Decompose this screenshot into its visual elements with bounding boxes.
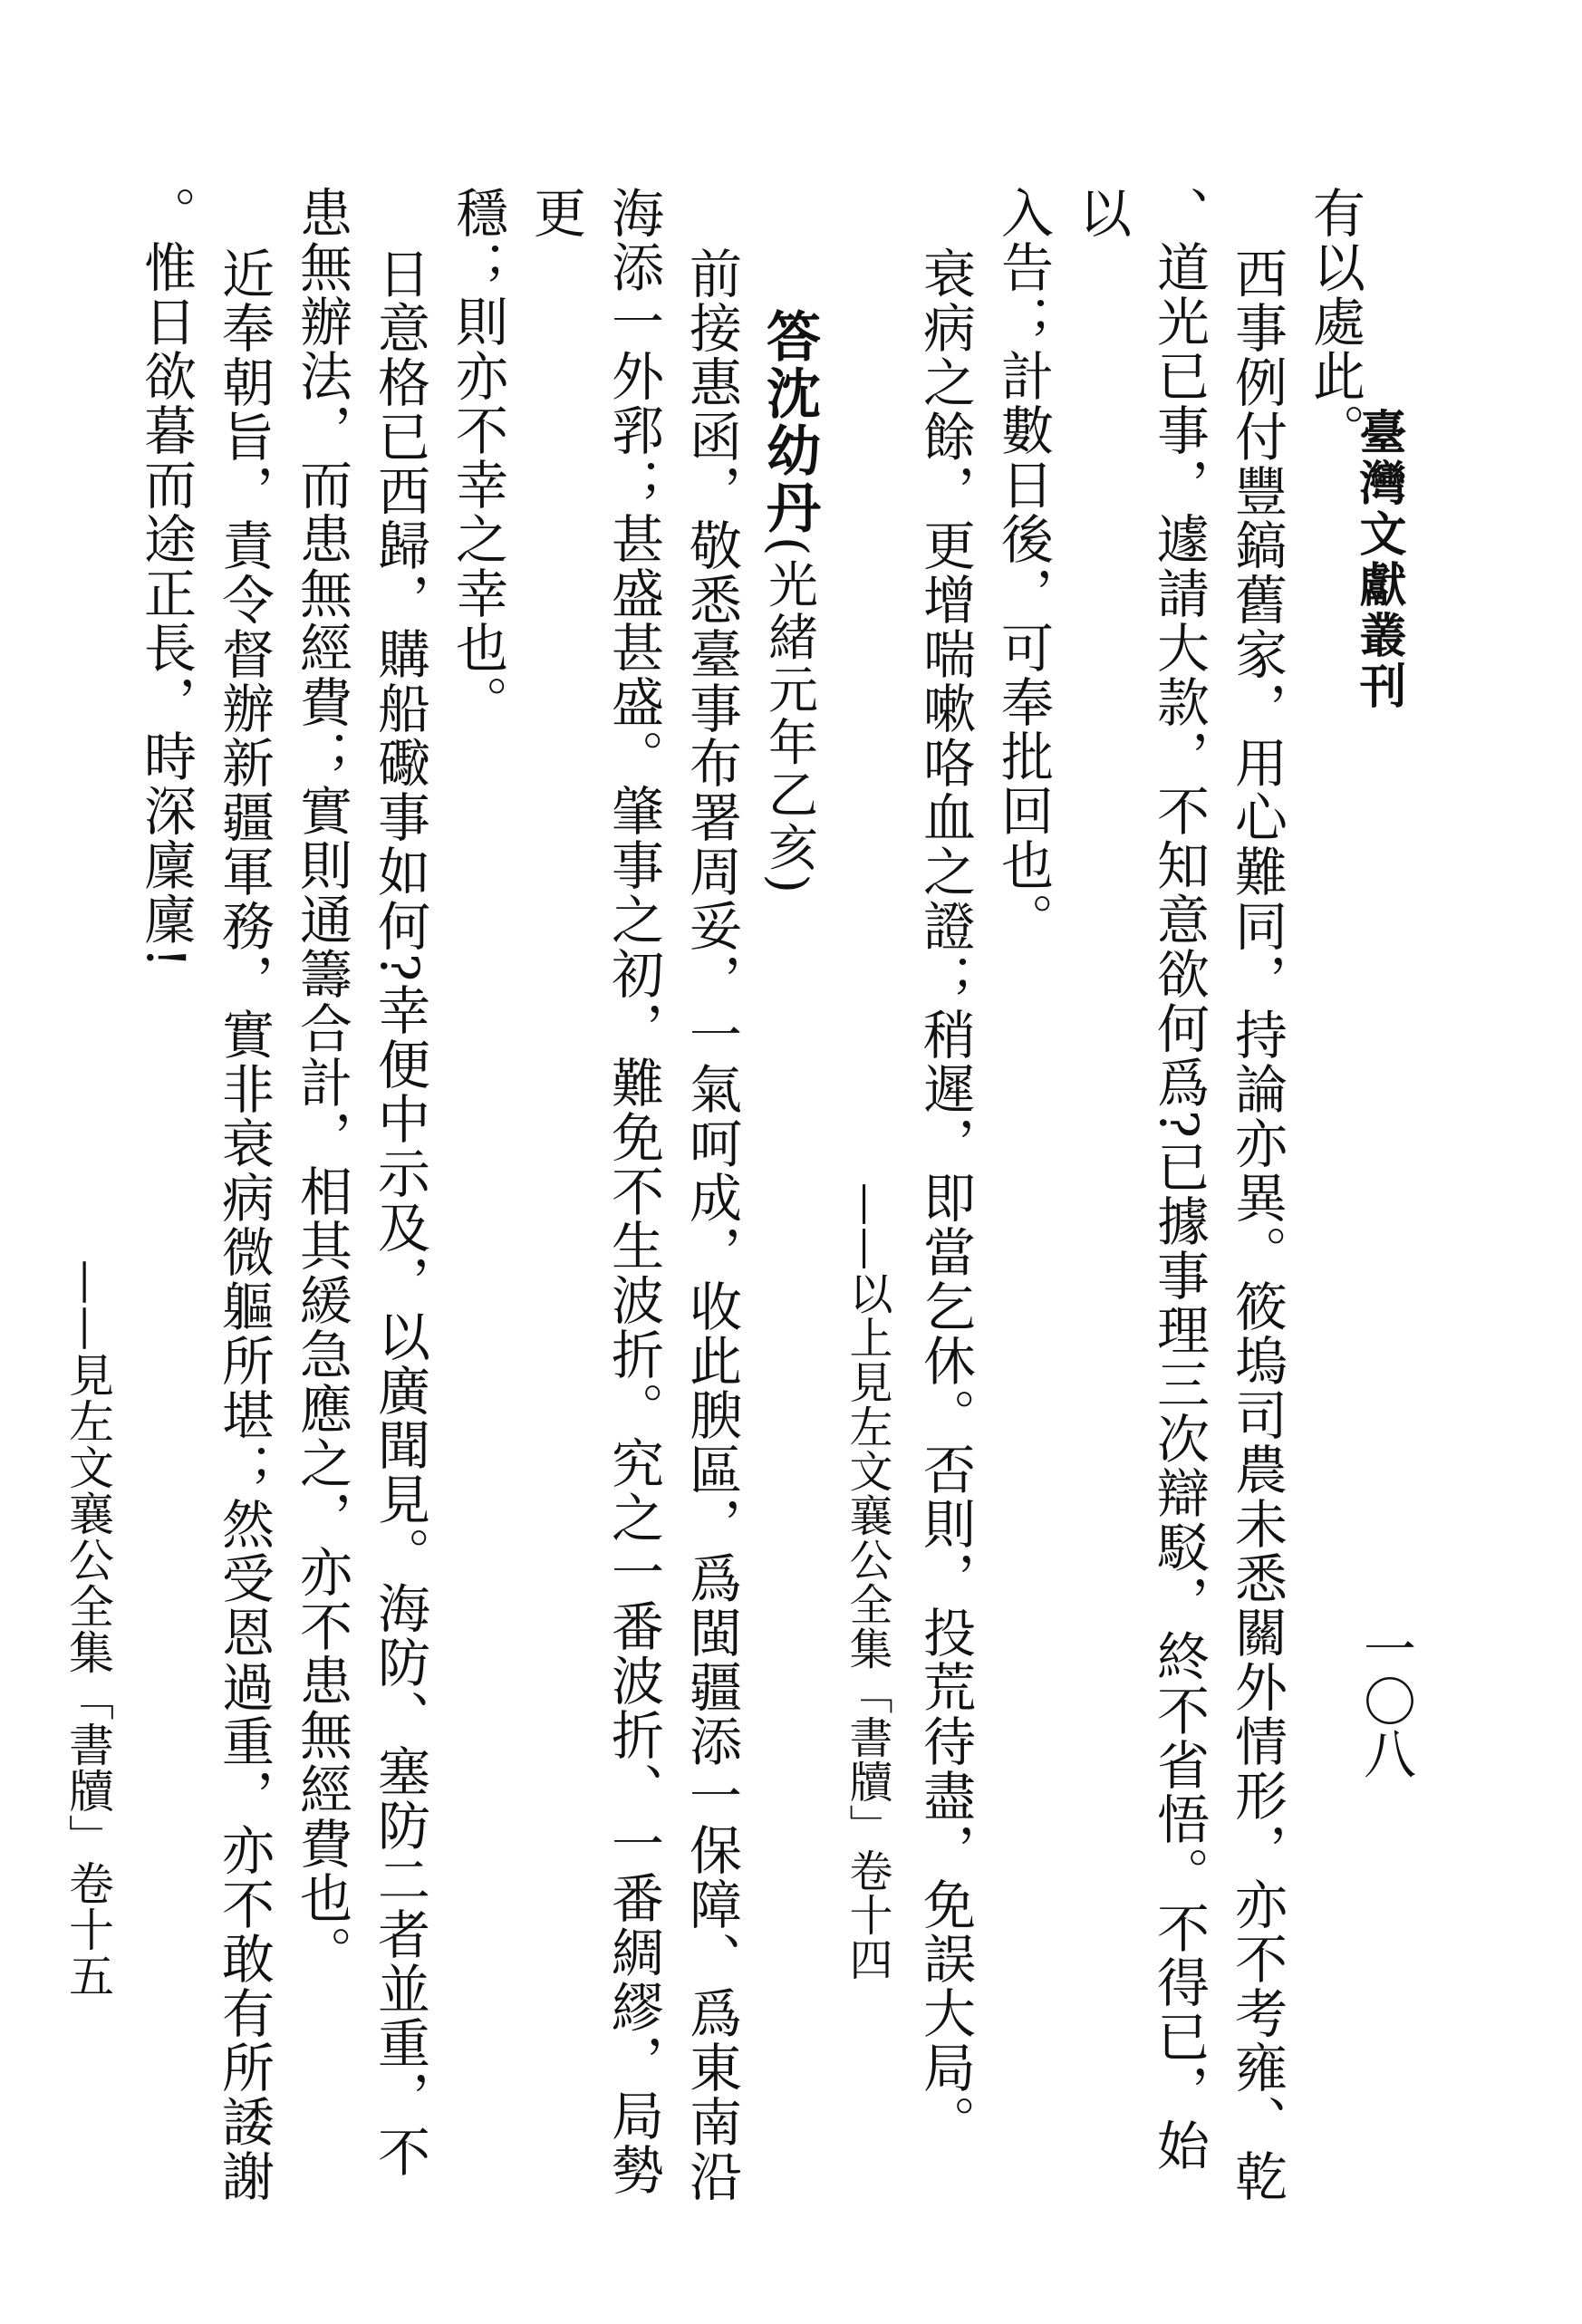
- text-line: 西事例付豐鎬舊家，用心難同，持論亦異。筱塢司農未悉關外情形，亦不考雍、乾: [1226, 246, 1288, 2203]
- text-line: 入告；計數日後，可奉批回也。: [992, 186, 1054, 947]
- running-header-series-title: 臺灣文獻叢刊: [1351, 408, 1406, 712]
- text-line: 近奉朝旨，責令督辦新疆軍務，實非衰病微軀所堪；然受恩過重，亦不敢有所諉謝: [213, 246, 275, 2203]
- vertical-text-body: [49, 186, 1374, 2215]
- text-line: 有以處此。: [1304, 186, 1365, 458]
- text-line: 、道光已事，遽請大款，不知意欲何爲?已據事理三次辯駁，終不省悟。不得已，始以: [1070, 186, 1210, 2174]
- text-line: 海添一外郛；甚盛甚盛。肇事之初，難免不生波折。究之一番波折、一番綢繆，局勢更: [525, 186, 664, 2197]
- text-line: 患無辦法，而患無經費；實則通籌合計，相其緩急應之，亦不患無經費也。: [291, 186, 352, 1980]
- page-number: 一〇八: [1355, 1622, 1416, 1779]
- letter-title-text: 答沈幼丹: [757, 308, 821, 536]
- source-citation: ——見左文襄公全集「書牘」卷十五: [62, 1259, 114, 1999]
- source-citation: ——以上見左文襄公全集「書牘」卷十四: [842, 1182, 892, 1982]
- text-line: 前接惠函，敬悉臺事布署周妥，一氣呵成，收此腴區，爲閩疆添一保障、爲東南沿: [680, 246, 742, 2203]
- text-line: 日意格已西歸，購船礮事如何?幸便中示及，以廣聞見。海防、塞防二者並重，不: [369, 246, 430, 2179]
- letter-title: [750, 186, 828, 2215]
- letter-date-note: (光緒元年乙亥): [760, 536, 818, 896]
- text-line: 衰病之餘，更增喘嗽咯血之證；稍遲，即當乞休。否則，投荒待盡，免誤大局。: [914, 246, 976, 2149]
- text-line: 。惟日欲暮而途正長，時深廩廩!: [135, 186, 197, 970]
- text-line: 穩；則亦不幸之幸也。: [447, 186, 508, 729]
